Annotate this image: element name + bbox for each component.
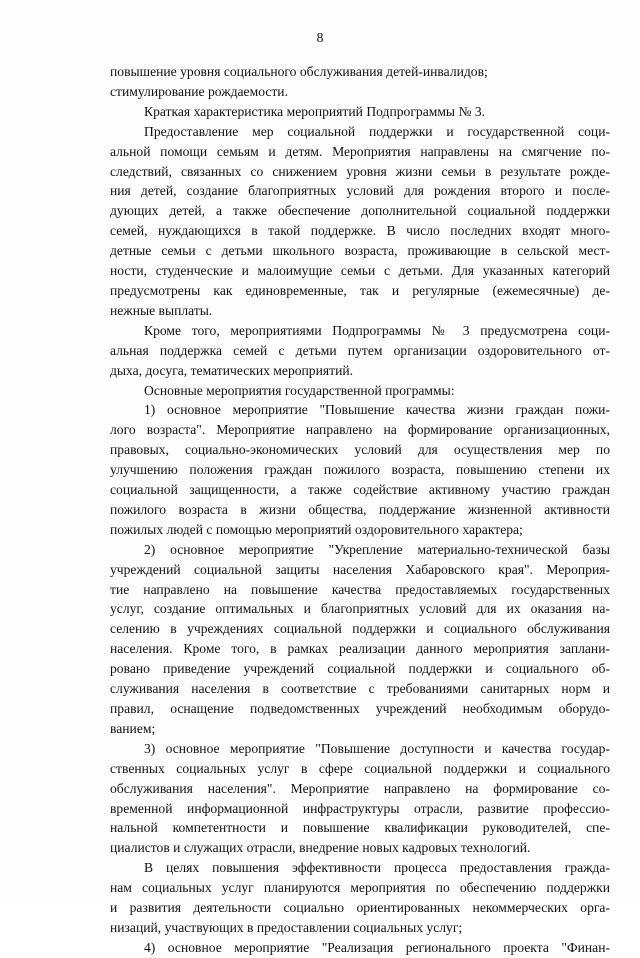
- text-line: 2) основное мероприятие "Укрепление материально-технической базы: [144, 541, 610, 557]
- text-line: социальной защищенности, а также содействие активному участию граждан: [110, 482, 610, 498]
- text-line: лого возраста". Мероприятие направлено на формирование организационных,: [110, 422, 610, 438]
- text-line: Основные мероприятия государственной программы:: [144, 382, 455, 398]
- text-line: ния детей, создание благоприятных условий для рождения второго и после-: [110, 183, 610, 199]
- text-line: правовых, социально-экономических условий для осуществления мер по: [110, 442, 610, 458]
- text-line: нам социальных услуг планируются мероприятия по обеспечению поддержки: [110, 880, 610, 896]
- paragraph: [110, 62, 610, 82]
- text-line: 1) основное мероприятие "Повышение качества жизни граждан пожи-: [144, 402, 610, 418]
- paragraph: [110, 938, 610, 958]
- text-line: ровано приведение учреждений социальной поддержки и социального об-: [110, 661, 610, 677]
- text-line: Краткая характеристика мероприятий Подпрограммы № 3.: [144, 103, 486, 119]
- text-line: альная поддержка семей с детьми путем организации оздоровительного от-: [110, 342, 610, 358]
- text-line: ности, студенческие и малоимущие семьи с детьми. Для указанных категорий: [110, 263, 610, 279]
- text-line: 4) основное мероприятие "Реализация регионального проекта "Финан-: [144, 939, 610, 955]
- paragraph: [110, 540, 610, 739]
- text-line: В целях повышения эффективности процесса предоставления гражда-: [144, 860, 610, 876]
- paragraph: [110, 102, 610, 122]
- page-number: 8: [316, 30, 324, 45]
- text-line: учреждений социальной защиты населения Хабаровского края". Мероприя-: [110, 561, 610, 577]
- text-line: предусмотрены как единовременные, так и регулярные (ежемесячные) де-: [110, 282, 610, 298]
- text-line: тие направлено на повышение качества предоставляемых государственных: [110, 581, 610, 597]
- text-line: Кроме того, мероприятиями Подпрограммы № 3 предусмотрена соци-: [144, 322, 610, 338]
- text-line: стимулирование рождаемости.: [110, 83, 288, 99]
- paragraph: [110, 122, 610, 321]
- text-line: дыха, досуга, тематических мероприятий.: [110, 362, 354, 378]
- paragraph: [110, 400, 610, 539]
- text-line: и развития деятельности социально ориентированных некоммерческих орга-: [110, 900, 610, 916]
- text-line: временной информационной инфраструктуры отрасли, развитие профессио-: [110, 800, 610, 816]
- text-line: 3) основное мероприятие "Повышение доступности и качества государ-: [144, 740, 610, 756]
- text-line: нежные выплаты.: [110, 302, 213, 318]
- text-line: селению в учреждениях социальной поддержки и социального обслуживания: [110, 621, 610, 637]
- text-line: ванием;: [110, 720, 156, 736]
- text-line: циалистов и служащих отрасли, внедрение новых кадровых технологий.: [110, 840, 531, 856]
- text-line: нальной компетентности и повышение квалификации руководителей, спе-: [110, 820, 610, 836]
- paragraph: [110, 82, 610, 102]
- text-line: пожилого возраста в жизни общества, поддержание жизненной активности: [110, 501, 610, 517]
- document-body: [110, 62, 610, 958]
- text-line: служивания населения в соответствие с требованиями санитарных норм и: [110, 681, 610, 697]
- text-line: альной помощи семьям и детям. Мероприятия направлены на смягчение по-: [110, 143, 610, 159]
- text-line: пожилых людей с помощью мероприятий оздоровительного характера;: [110, 521, 523, 537]
- text-line: улучшению положения граждан пожилого возраста, повышению степени их: [110, 462, 610, 478]
- text-line: повышение уровня социального обслуживания детей-инвалидов;: [110, 64, 488, 79]
- text-line: семей, нуждающихся в такой поддержке. В число последних входят много-: [110, 223, 610, 239]
- text-line: низаций, участвующих в предоставлении социальных услуг;: [110, 919, 463, 935]
- paragraph: [110, 858, 610, 938]
- paragraph: [110, 381, 610, 401]
- text-line: дующих детей, а также обеспечение дополнительной социальной поддержки: [110, 203, 610, 219]
- text-line: правил, оснащение подведомственных учреждений необходимым оборудо-: [110, 701, 610, 716]
- paragraph: [110, 739, 610, 858]
- text-line: населения. Кроме того, в рамках реализации данного мероприятия заплани-: [110, 641, 610, 657]
- text-line: детные семьи с детьми школьного возраста, проживающие в сельской мест-: [110, 243, 610, 259]
- text-line: услуг, создание оптимальных и благоприятных условий для их оказания на-: [110, 601, 610, 617]
- text-line: Предоставление мер социальной поддержки и государственной соци-: [144, 123, 610, 139]
- text-line: ственных социальных услуг в сфере социальной поддержки и социального: [110, 760, 610, 776]
- paragraph: [110, 321, 610, 381]
- text-line: следствий, связанных со снижением уровня жизни семьи в результате рожде-: [110, 163, 610, 179]
- text-line: обслуживания населения". Мероприятие направлено на формирование со-: [110, 780, 610, 796]
